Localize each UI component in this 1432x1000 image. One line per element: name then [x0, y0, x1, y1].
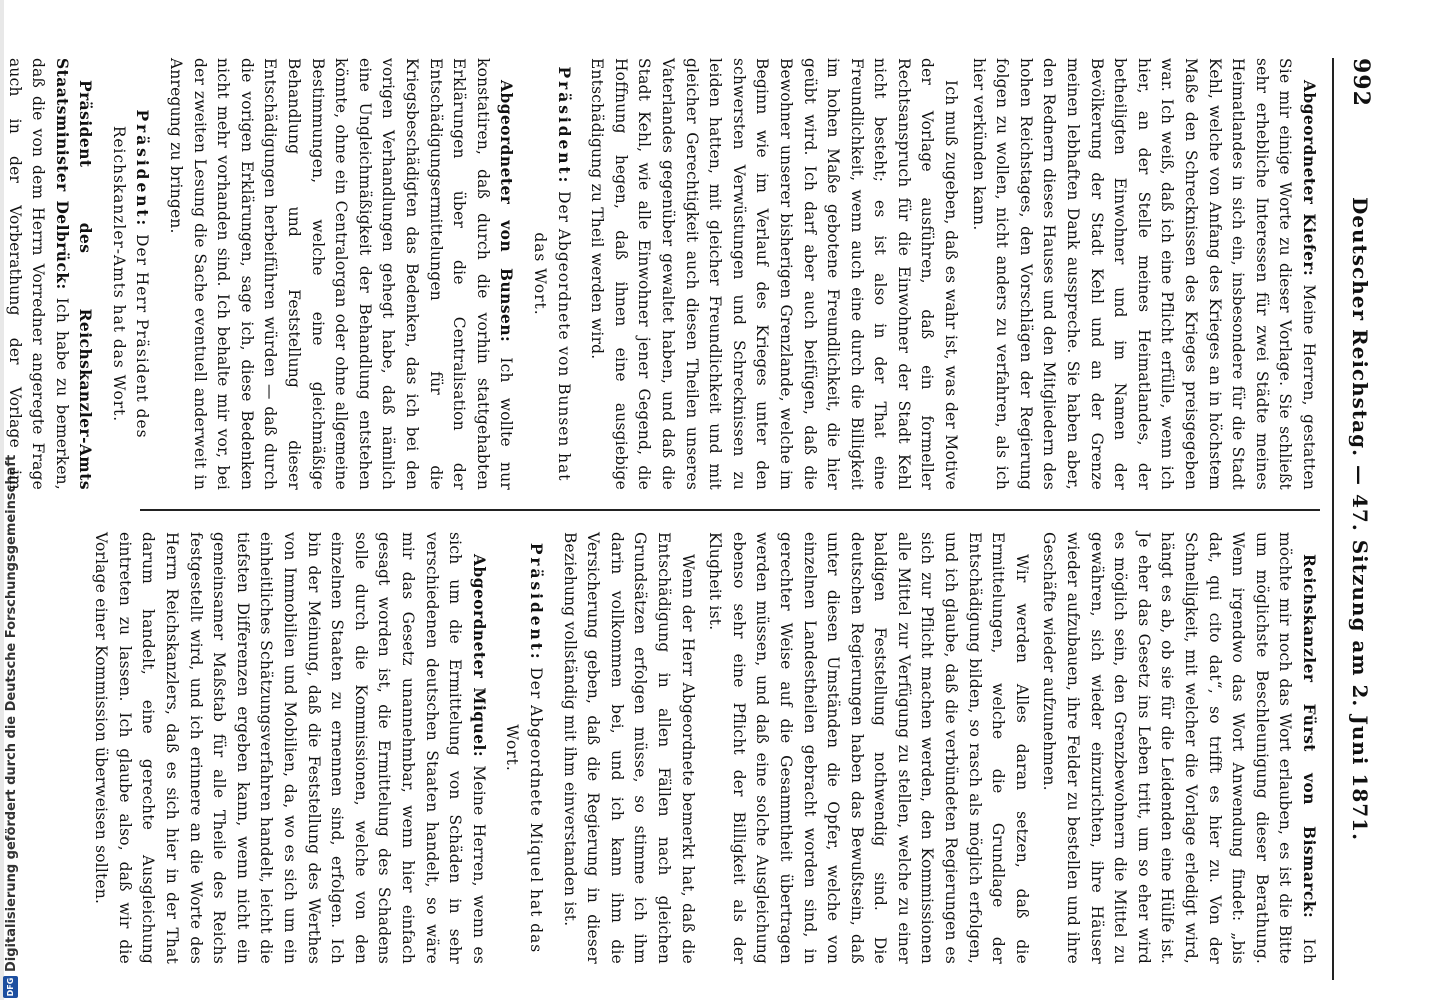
paragraph-text: Der Abgeordnete Miquel hat das Wort.	[503, 667, 545, 954]
speaker-label: Präsident:	[554, 66, 573, 186]
paragraph	[966, 58, 1320, 490]
speaker-label: Abgeordneter von Bunsen:	[497, 80, 516, 343]
header-rule	[1332, 58, 1334, 980]
paragraph	[585, 58, 963, 490]
running-head	[1344, 58, 1378, 980]
paragraph	[89, 532, 490, 964]
presiding-note	[500, 532, 547, 964]
paragraph-text: Wenn der Herr Abgeordnete bemerkt hat, daß die Entschädigung in allen Fällen nach gleichen Grundsätzen erfolgen müsse, so stimme ich ihm darin vollkommen bei, und ich kann ihm die Versicherung geben, daß die Regierung in dieser Beziehung vollständig mit ihm einverstanden ist.	[560, 532, 697, 964]
presiding-note	[527, 58, 574, 490]
paragraph-text: Der Herr Präsident des Reichskanzler-Amts hat das Wort.	[109, 125, 152, 439]
speaker-label: Abgeordneter Kiefer:	[1300, 80, 1318, 277]
right-column	[92, 532, 1320, 964]
paragraph-text: Ich muß zugeben, daß es wahr ist, was der Motive der Vorlage ausführen, daß ein formeller Rechtsanspruch für die Einwohner der Stadt Kehl nicht besteht; es ist also in der That eine Freundlichkeit, wenn auch eine durch die Billigkeit im hohen Maße gebotene Freundlichkeit, die hier geübt wird. Ich darf aber auch beifügen, daß die Bewohner unserer bisherigen Grenzlande, welche im Beginn wie im Verlauf des Krieges unter den schwersten Verwüstungen und Schrecknissen zu leiden hatten, mit gleicher Freundlichkeit und mit gleicher Gerechtigkeit auch diesen Theilen unseres Vaterlandes gegenüber gewaltet haben, und daß die Stadt Kehl, wie alle Einwohner jener Gegend, die Hoffnung hegen, daß ihnen eine ausgiebige Entschädigung zu Theil werden wird.	[588, 58, 961, 490]
running-title: Deutscher Reichstag. — 47. Sitzung am 2. Juni 1871.	[1348, 196, 1372, 842]
column-divider	[140, 509, 1320, 511]
speaker-label: Reichskanzler Fürst von Bismarck:	[1300, 554, 1318, 919]
left-column	[5, 58, 1320, 490]
speaker-label: Abgeordneter Miquel:	[469, 554, 488, 758]
paragraph-text: Meine Herren, wenn es sich um die Ermittelung von Schäden in sehr verschiedenen deutschen Staaten handelt, so wäre mir das Gesetz unannehmbar, wenn hier einfach gesagt worden ist, die Ermittelung des Schadens solle durch die Kommissionen, welche von den einzelnen Staaten zu ernennen sind, erfolgen. Ich bin der Meinung, daß die Feststellung des Werthes von Immobilien und Mobilien, da, wo es sich um ein einheitliches Schätzungsverfahren handelt, leicht die tiefsten Differenzen ergeben kann, wenn nicht ein gemeinsamer Maßstab für alle Theile des Reichs festgestellt wird, und ich erinnere an die Worte des Herrn Reichskanzlers, daß es sich hier in der That darum handelt, eine gerechte Ausgleichung eintreten zu lassen. Ich glaube also, daß wir die Vorlage einer Kommission überweisen sollten.	[92, 532, 488, 964]
presiding-note	[106, 58, 153, 490]
paragraph-text: Der Abgeordnete von Bunsen hat das Wort.	[531, 191, 573, 482]
dfg-logo: DFG	[3, 976, 18, 998]
paragraph-text: Ich habe zu bemerken, daß die von dem Herrn Vorredner angeregte Frage auch in der Vorberathung der Vorlage im	[5, 58, 71, 490]
speaker-label: Präsident:	[527, 542, 545, 662]
paragraph	[164, 58, 518, 490]
left-block-1	[585, 58, 1320, 490]
paragraph-text: Wir werden Alles daran setzen, daß die Ermittelungen, welche die Grundlage der Entschädigung bilden, so rasch als möglich erfolgen, und ich glaube, daß die verbündeten Regierungen es sich zur Pflicht machen werden, den Kommissionen alle Mittel zur Verfügung zu stellen, welche zu einer baldigen Feststellung nothwendig sind. Die deutschen Regierungen haben das Bewußtsein, daß unter diesen Umständen die Opfer, welche von einzelnen Landestheilen gebracht worden sind, in gerechter Weise auf die Gesammtheit übertragen werden müssen, und daß eine solche Ausgleichung ebenso sehr eine Pflicht der Billigkeit als der Klugheit ist.	[706, 532, 1031, 964]
speaker-label: Präsident:	[133, 109, 152, 229]
paragraph	[0, 58, 96, 490]
credit-text: Digitalisierung gefördert durch die Deutsche Forschungsgemeinschaft	[4, 454, 19, 972]
paragraph	[1037, 532, 1320, 964]
paragraph-text: Ich wollte nur konstatiren, daß durch die vorhin stattgehabten Erklärungen über die Centralisation der Entschädigungsermittelungen für die Kriegsbeschädigten das Bedenken, das ich bei den vorigen Verhandlungen gehegt habe, daß nämlich eine Ungleichmäßigkeit der Behandlung entstehen könnte, ohne ein Centralorgan oder ohne allgemeine Bestimmungen, welche eine gleichmäßige Behandlung und Feststellung dieser Entschädigungen herbeiführen würden — daß durch die vorigen Erklärungen, sage ich, diese Bedenken nicht mehr vorhanden sind. Ich behalte mir vor, bei der zweiten Lesung die Sache eventuell anderweit in Anregung zu bringen.	[167, 58, 516, 490]
paragraph-text: Meine Herren, gestatten Sie mir einige Worte zu dieser Vorlage. Sie schließt sehr erhebliche Interessen für zwei Städte meines Heimatlandes in sich ein, insbesondere für die Stadt Kehl, welche von Anfang des Krieges an in höchstem Maße den Schrecknissen des Krieges preisgegeben war. Ich weiß, daß ich eine Pflicht erfülle, wenn ich hier, an der Stelle meines Heimatlandes, der betheiligten Einwohner und im Namen der Bevölkerung der Stadt Kehl und an der Grenze meinen lebhaften Dank ausspreche. Sie haben aber, den Rednern dieses Hauses und den Mitgliedern des hohen Reichstages, den Vorschlägen der Regierung folgen zu wollen, nicht anders zu verfahren, als ich hier verkünden kann.	[969, 58, 1318, 490]
page-number: 992	[1348, 58, 1374, 107]
speaker-label: Präsident des Reichskanzler-Amts Staatsminister Delbrück:	[52, 58, 95, 490]
paragraph	[703, 532, 1033, 964]
paragraph-text: Ich möchte mir noch das Wort erlauben, es ist die Bitte um möglichste Beschleunigung dieser Berathung. Wenn irgendwo das Wort Anwendung findet: „bis dat, qui cito dat“, so trifft es hier zu. Von der Schnelligkeit, mit welcher die Vorlage erledigt wird, hängt es ab, ob sie für die Leidenden eine Hülfe ist. Je eher das Gesetz ins Leben tritt, um so eher wird es möglich sein, den Grenzbewohnern die Mittel zu gewähren, sich wieder einzurichten, ihre Häuser wieder aufzubauen, ihre Felder zu bestellen und ihre Geschäfte wieder aufzunehmen.	[1040, 532, 1318, 964]
paragraph	[557, 532, 699, 964]
